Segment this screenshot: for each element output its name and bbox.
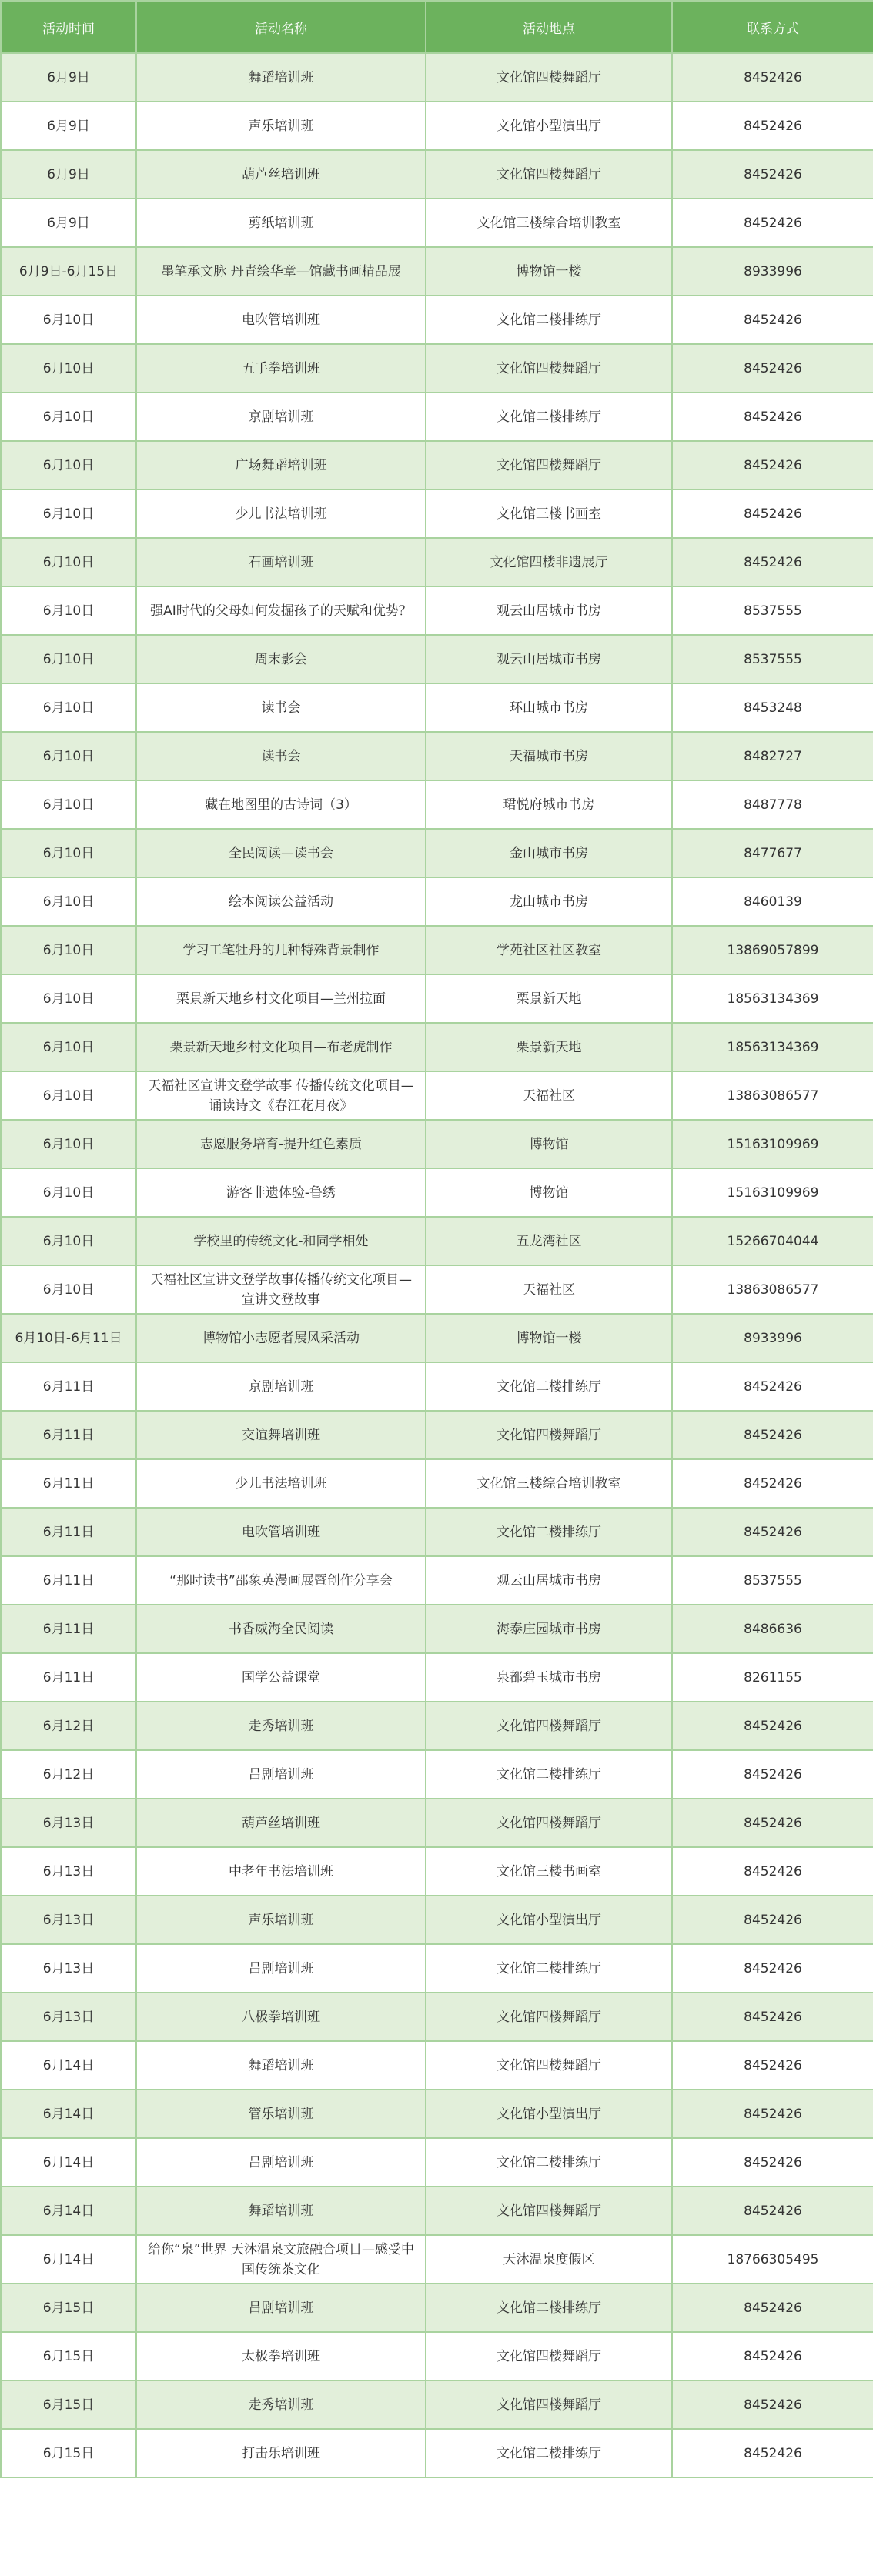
table-row — [1, 2090, 873, 2138]
header-location: 活动地点 — [426, 1, 672, 53]
table-row — [1, 296, 873, 344]
contact-cell: 8452426 — [672, 53, 873, 102]
table-row — [1, 586, 873, 635]
activity-location-cell: 文化馆三楼综合培训教室 — [426, 199, 672, 247]
activity-name-cell: 志愿服务培育-提升红色素质 — [136, 1120, 426, 1168]
contact-cell: 8452426 — [672, 199, 873, 247]
contact-cell: 8452426 — [672, 1750, 873, 1799]
contact-cell: 15163109969 — [672, 1168, 873, 1217]
contact-cell: 8452426 — [672, 2187, 873, 2235]
activity-name-cell: 电吹管培训班 — [136, 296, 426, 344]
activity-time-cell: 6月14日 — [1, 2041, 136, 2090]
activity-time-cell: 6月10日 — [1, 877, 136, 926]
activity-time-cell: 6月13日 — [1, 1799, 136, 1847]
table-row — [1, 1993, 873, 2041]
activity-location-cell: 文化馆二楼排练厅 — [426, 1944, 672, 1993]
activity-time-cell: 6月15日 — [1, 2284, 136, 2332]
activity-location-cell: 文化馆四楼舞蹈厅 — [426, 1799, 672, 1847]
table-row — [1, 1362, 873, 1411]
activity-location-cell: 文化馆二楼排练厅 — [426, 296, 672, 344]
contact-cell: 8482727 — [672, 732, 873, 780]
activity-time-cell: 6月10日 — [1, 1217, 136, 1265]
activity-location-cell: 文化馆二楼排练厅 — [426, 393, 672, 441]
contact-cell: 13863086577 — [672, 1071, 873, 1120]
activity-location-cell: 文化馆二楼排练厅 — [426, 1750, 672, 1799]
activity-location-cell: 文化馆四楼舞蹈厅 — [426, 53, 672, 102]
activity-name-cell: 五手拳培训班 — [136, 344, 426, 393]
table-row — [1, 2381, 873, 2429]
activity-name-cell: 栗景新天地乡村文化项目—布老虎制作 — [136, 1023, 426, 1071]
activity-location-cell: 文化馆四楼舞蹈厅 — [426, 2041, 672, 2090]
activity-name-cell: 太极拳培训班 — [136, 2332, 426, 2381]
contact-cell: 8933996 — [672, 1314, 873, 1362]
activity-location-cell: 博物馆 — [426, 1120, 672, 1168]
table-row — [1, 2332, 873, 2381]
activity-location-cell: 金山城市书房 — [426, 829, 672, 877]
table-row — [1, 1314, 873, 1362]
activity-name-cell: 京剧培训班 — [136, 1362, 426, 1411]
activity-time-cell: 6月10日 — [1, 732, 136, 780]
activity-location-cell: 文化馆四楼舞蹈厅 — [426, 2187, 672, 2235]
activity-time-cell: 6月14日 — [1, 2235, 136, 2284]
activity-name-cell: 周末影会 — [136, 635, 426, 683]
activity-location-cell: 文化馆二楼排练厅 — [426, 2138, 672, 2187]
activity-time-cell: 6月10日 — [1, 683, 136, 732]
activity-name-cell: 吕剧培训班 — [136, 1750, 426, 1799]
table-row — [1, 1605, 873, 1653]
activity-location-cell: 文化馆四楼舞蹈厅 — [426, 441, 672, 489]
activity-time-cell: 6月10日 — [1, 1023, 136, 1071]
table-row — [1, 1944, 873, 1993]
contact-cell: 8477677 — [672, 829, 873, 877]
contact-cell: 8452426 — [672, 538, 873, 586]
activity-location-cell: 天福社区 — [426, 1071, 672, 1120]
activity-name-cell: 吕剧培训班 — [136, 2284, 426, 2332]
contact-cell: 8452426 — [672, 150, 873, 199]
activity-location-cell: 文化馆四楼舞蹈厅 — [426, 2332, 672, 2381]
table-row — [1, 393, 873, 441]
activity-location-cell: 观云山居城市书房 — [426, 1556, 672, 1605]
table-row — [1, 489, 873, 538]
activity-name-cell: 中老年书法培训班 — [136, 1847, 426, 1896]
activity-time-cell: 6月11日 — [1, 1508, 136, 1556]
table-row — [1, 2235, 873, 2284]
table-row — [1, 199, 873, 247]
activity-name-cell: 天福社区宣讲文登学故事传播传统文化项目—宣讲文登故事 — [136, 1265, 426, 1314]
table-row — [1, 2138, 873, 2187]
activity-location-cell: 博物馆 — [426, 1168, 672, 1217]
activity-time-cell: 6月15日 — [1, 2381, 136, 2429]
activity-location-cell: 栗景新天地 — [426, 1023, 672, 1071]
header-name: 活动名称 — [136, 1, 426, 53]
activity-location-cell: 文化馆四楼舞蹈厅 — [426, 2381, 672, 2429]
contact-cell: 8261155 — [672, 1653, 873, 1702]
contact-cell: 8933996 — [672, 247, 873, 296]
activity-location-cell: 博物馆一楼 — [426, 247, 672, 296]
table-row — [1, 683, 873, 732]
activity-location-cell: 文化馆小型演出厅 — [426, 1896, 672, 1944]
activity-location-cell: 文化馆三楼书画室 — [426, 489, 672, 538]
activity-time-cell: 6月10日 — [1, 1168, 136, 1217]
activity-location-cell: 观云山居城市书房 — [426, 635, 672, 683]
contact-cell: 8452426 — [672, 2090, 873, 2138]
contact-cell: 8452426 — [672, 2041, 873, 2090]
activity-time-cell: 6月11日 — [1, 1653, 136, 1702]
table-row — [1, 538, 873, 586]
header-time: 活动时间 — [1, 1, 136, 53]
activity-location-cell: 五龙湾社区 — [426, 1217, 672, 1265]
table-row — [1, 441, 873, 489]
table-row — [1, 1023, 873, 1071]
table-row — [1, 1217, 873, 1265]
contact-cell: 8452426 — [672, 2429, 873, 2477]
activity-location-cell: 文化馆二楼排练厅 — [426, 1362, 672, 1411]
activity-time-cell: 6月10日 — [1, 393, 136, 441]
activity-name-cell: 绘本阅读公益活动 — [136, 877, 426, 926]
activity-location-cell: 文化馆四楼舞蹈厅 — [426, 150, 672, 199]
activity-name-cell: 读书会 — [136, 732, 426, 780]
activity-name-cell: 栗景新天地乡村文化项目—兰州拉面 — [136, 974, 426, 1023]
activity-location-cell: 观云山居城市书房 — [426, 586, 672, 635]
activity-name-cell: 电吹管培训班 — [136, 1508, 426, 1556]
contact-cell: 8452426 — [672, 1459, 873, 1508]
activity-location-cell: 海泰庄园城市书房 — [426, 1605, 672, 1653]
table-row — [1, 102, 873, 150]
activity-location-cell: 文化馆四楼舞蹈厅 — [426, 1993, 672, 2041]
activity-name-cell: 声乐培训班 — [136, 1896, 426, 1944]
activity-name-cell: 走秀培训班 — [136, 2381, 426, 2429]
table-row — [1, 974, 873, 1023]
activity-name-cell: 京剧培训班 — [136, 393, 426, 441]
activity-name-cell: 读书会 — [136, 683, 426, 732]
activity-time-cell: 6月10日 — [1, 635, 136, 683]
table-row — [1, 1168, 873, 1217]
activity-name-cell: 博物馆小志愿者展风采活动 — [136, 1314, 426, 1362]
table-row — [1, 53, 873, 102]
activity-location-cell: 文化馆四楼舞蹈厅 — [426, 1702, 672, 1750]
activity-location-cell: 文化馆小型演出厅 — [426, 102, 672, 150]
contact-cell: 13869057899 — [672, 926, 873, 974]
activity-location-cell: 天福社区 — [426, 1265, 672, 1314]
table-row — [1, 1702, 873, 1750]
activity-time-cell: 6月11日 — [1, 1459, 136, 1508]
activity-name-cell: “那时读书”邵象英漫画展暨创作分享会 — [136, 1556, 426, 1605]
activity-name-cell: 舞蹈培训班 — [136, 53, 426, 102]
table-row — [1, 635, 873, 683]
activity-name-cell: 天福社区宣讲文登学故事 传播传统文化项目—诵读诗文《春江花月夜》 — [136, 1071, 426, 1120]
activity-name-cell: 葫芦丝培训班 — [136, 150, 426, 199]
contact-cell: 8452426 — [672, 2381, 873, 2429]
contact-cell: 8537555 — [672, 1556, 873, 1605]
contact-cell: 18563134369 — [672, 1023, 873, 1071]
activity-name-cell: 剪纸培训班 — [136, 199, 426, 247]
contact-cell: 8537555 — [672, 586, 873, 635]
activity-time-cell: 6月11日 — [1, 1605, 136, 1653]
activity-name-cell: 少儿书法培训班 — [136, 1459, 426, 1508]
table-row — [1, 829, 873, 877]
contact-cell: 8452426 — [672, 1702, 873, 1750]
activity-time-cell: 6月11日 — [1, 1411, 136, 1459]
contact-cell: 8486636 — [672, 1605, 873, 1653]
header-contact: 联系方式 — [672, 1, 873, 53]
activity-name-cell: 广场舞蹈培训班 — [136, 441, 426, 489]
table-row — [1, 2284, 873, 2332]
table-row — [1, 1847, 873, 1896]
contact-cell: 8452426 — [672, 1508, 873, 1556]
contact-cell: 8537555 — [672, 635, 873, 683]
activity-location-cell: 文化馆四楼舞蹈厅 — [426, 344, 672, 393]
contact-cell: 8452426 — [672, 296, 873, 344]
activity-location-cell: 文化馆四楼舞蹈厅 — [426, 1411, 672, 1459]
activity-time-cell: 6月15日 — [1, 2332, 136, 2381]
activity-name-cell: 八极拳培训班 — [136, 1993, 426, 2041]
table-row — [1, 1411, 873, 1459]
table-row — [1, 247, 873, 296]
activity-time-cell: 6月10日-6月11日 — [1, 1314, 136, 1362]
activity-location-cell: 天福城市书房 — [426, 732, 672, 780]
contact-cell: 8460139 — [672, 877, 873, 926]
activity-time-cell: 6月13日 — [1, 1896, 136, 1944]
activity-location-cell: 环山城市书房 — [426, 683, 672, 732]
contact-cell: 8452426 — [672, 1847, 873, 1896]
activity-name-cell: 书香威海全民阅读 — [136, 1605, 426, 1653]
activity-time-cell: 6月14日 — [1, 2090, 136, 2138]
activity-location-cell: 文化馆二楼排练厅 — [426, 2284, 672, 2332]
table-row — [1, 150, 873, 199]
activity-time-cell: 6月10日 — [1, 489, 136, 538]
table-row — [1, 1896, 873, 1944]
contact-cell: 8452426 — [672, 1799, 873, 1847]
activity-time-cell: 6月12日 — [1, 1702, 136, 1750]
activity-time-cell: 6月13日 — [1, 1847, 136, 1896]
activity-location-cell: 文化馆小型演出厅 — [426, 2090, 672, 2138]
activity-location-cell: 文化馆二楼排练厅 — [426, 1508, 672, 1556]
activity-name-cell: 声乐培训班 — [136, 102, 426, 150]
activity-name-cell: 葫芦丝培训班 — [136, 1799, 426, 1847]
table-row — [1, 344, 873, 393]
activity-location-cell: 文化馆四楼非遗展厅 — [426, 538, 672, 586]
activity-time-cell: 6月10日 — [1, 974, 136, 1023]
activity-time-cell: 6月9日 — [1, 102, 136, 150]
table-row — [1, 2187, 873, 2235]
activity-location-cell: 文化馆二楼排练厅 — [426, 2429, 672, 2477]
activity-name-cell: 墨笔承文脉 丹青绘华章—馆藏书画精品展 — [136, 247, 426, 296]
table-body — [1, 53, 873, 2477]
table-row — [1, 1653, 873, 1702]
contact-cell: 8452426 — [672, 344, 873, 393]
activity-name-cell: 舞蹈培训班 — [136, 2041, 426, 2090]
activity-time-cell: 6月10日 — [1, 586, 136, 635]
activity-name-cell: 吕剧培训班 — [136, 2138, 426, 2187]
table-row — [1, 2429, 873, 2477]
activity-time-cell: 6月9日 — [1, 199, 136, 247]
activity-time-cell: 6月9日 — [1, 150, 136, 199]
contact-cell: 8452426 — [672, 1896, 873, 1944]
contact-cell: 18766305495 — [672, 2235, 873, 2284]
contact-cell: 8453248 — [672, 683, 873, 732]
table-header — [1, 1, 873, 53]
table-row — [1, 2041, 873, 2090]
contact-cell: 8452426 — [672, 441, 873, 489]
activity-location-cell: 泉都碧玉城市书房 — [426, 1653, 672, 1702]
activity-name-cell: 强AI时代的父母如何发掘孩子的天赋和优势？ — [136, 586, 426, 635]
activity-time-cell: 6月10日 — [1, 1265, 136, 1314]
activity-time-cell: 6月10日 — [1, 538, 136, 586]
table-row — [1, 877, 873, 926]
table-row — [1, 1799, 873, 1847]
table-row — [1, 926, 873, 974]
table-row — [1, 1508, 873, 1556]
table-row — [1, 1071, 873, 1120]
table-row — [1, 1750, 873, 1799]
activity-name-cell: 游客非遗体验-鲁绣 — [136, 1168, 426, 1217]
activity-time-cell: 6月12日 — [1, 1750, 136, 1799]
activity-name-cell: 吕剧培训班 — [136, 1944, 426, 1993]
contact-cell: 15266704044 — [672, 1217, 873, 1265]
activity-name-cell: 学校里的传统文化-和同学相处 — [136, 1217, 426, 1265]
activity-location-cell: 栗景新天地 — [426, 974, 672, 1023]
activity-location-cell: 学苑社区社区教室 — [426, 926, 672, 974]
table-row — [1, 1265, 873, 1314]
table-row — [1, 1120, 873, 1168]
activity-name-cell: 管乐培训班 — [136, 2090, 426, 2138]
activity-location-cell: 珺悦府城市书房 — [426, 780, 672, 829]
activity-time-cell: 6月10日 — [1, 780, 136, 829]
contact-cell: 8452426 — [672, 1944, 873, 1993]
activity-time-cell: 6月9日 — [1, 53, 136, 102]
contact-cell: 13863086577 — [672, 1265, 873, 1314]
table-row — [1, 1459, 873, 1508]
activity-name-cell: 打击乐培训班 — [136, 2429, 426, 2477]
contact-cell: 8452426 — [672, 2138, 873, 2187]
table-row — [1, 1556, 873, 1605]
contact-cell: 8452426 — [672, 1411, 873, 1459]
activity-time-cell: 6月10日 — [1, 344, 136, 393]
contact-cell: 8452426 — [672, 489, 873, 538]
activity-location-cell: 天沐温泉度假区 — [426, 2235, 672, 2284]
activity-name-cell: 全民阅读—读书会 — [136, 829, 426, 877]
activity-name-cell: 少儿书法培训班 — [136, 489, 426, 538]
contact-cell: 8452426 — [672, 393, 873, 441]
contact-cell: 15163109969 — [672, 1120, 873, 1168]
header-row — [1, 1, 873, 53]
activity-location-cell: 博物馆一楼 — [426, 1314, 672, 1362]
activity-location-cell: 文化馆三楼书画室 — [426, 1847, 672, 1896]
activity-name-cell: 国学公益课堂 — [136, 1653, 426, 1702]
table-row — [1, 780, 873, 829]
activity-time-cell: 6月10日 — [1, 296, 136, 344]
activity-time-cell: 6月10日 — [1, 1071, 136, 1120]
activity-location-cell: 文化馆三楼综合培训教室 — [426, 1459, 672, 1508]
activity-time-cell: 6月15日 — [1, 2429, 136, 2477]
contact-cell: 18563134369 — [672, 974, 873, 1023]
activity-time-cell: 6月11日 — [1, 1362, 136, 1411]
activity-name-cell: 交谊舞培训班 — [136, 1411, 426, 1459]
contact-cell: 8452426 — [672, 2284, 873, 2332]
activity-time-cell: 6月13日 — [1, 1993, 136, 2041]
contact-cell: 8452426 — [672, 2332, 873, 2381]
contact-cell: 8452426 — [672, 102, 873, 150]
contact-cell: 8452426 — [672, 1362, 873, 1411]
activity-time-cell: 6月13日 — [1, 1944, 136, 1993]
activity-time-cell: 6月9日-6月15日 — [1, 247, 136, 296]
activity-name-cell: 藏在地图里的古诗词（3） — [136, 780, 426, 829]
activity-time-cell: 6月14日 — [1, 2187, 136, 2235]
contact-cell: 8452426 — [672, 1993, 873, 2041]
contact-cell: 8487778 — [672, 780, 873, 829]
activity-name-cell: 舞蹈培训班 — [136, 2187, 426, 2235]
activity-name-cell: 石画培训班 — [136, 538, 426, 586]
activity-time-cell: 6月10日 — [1, 926, 136, 974]
table-row — [1, 732, 873, 780]
activity-time-cell: 6月11日 — [1, 1556, 136, 1605]
activity-location-cell: 龙山城市书房 — [426, 877, 672, 926]
activity-time-cell: 6月10日 — [1, 441, 136, 489]
activity-name-cell: 走秀培训班 — [136, 1702, 426, 1750]
activity-name-cell: 给你“泉”世界 天沐温泉文旅融合项目—感受中国传统茶文化 — [136, 2235, 426, 2284]
activity-time-cell: 6月10日 — [1, 829, 136, 877]
activity-time-cell: 6月10日 — [1, 1120, 136, 1168]
activity-time-cell: 6月14日 — [1, 2138, 136, 2187]
activity-name-cell: 学习工笔牡丹的几种特殊背景制作 — [136, 926, 426, 974]
